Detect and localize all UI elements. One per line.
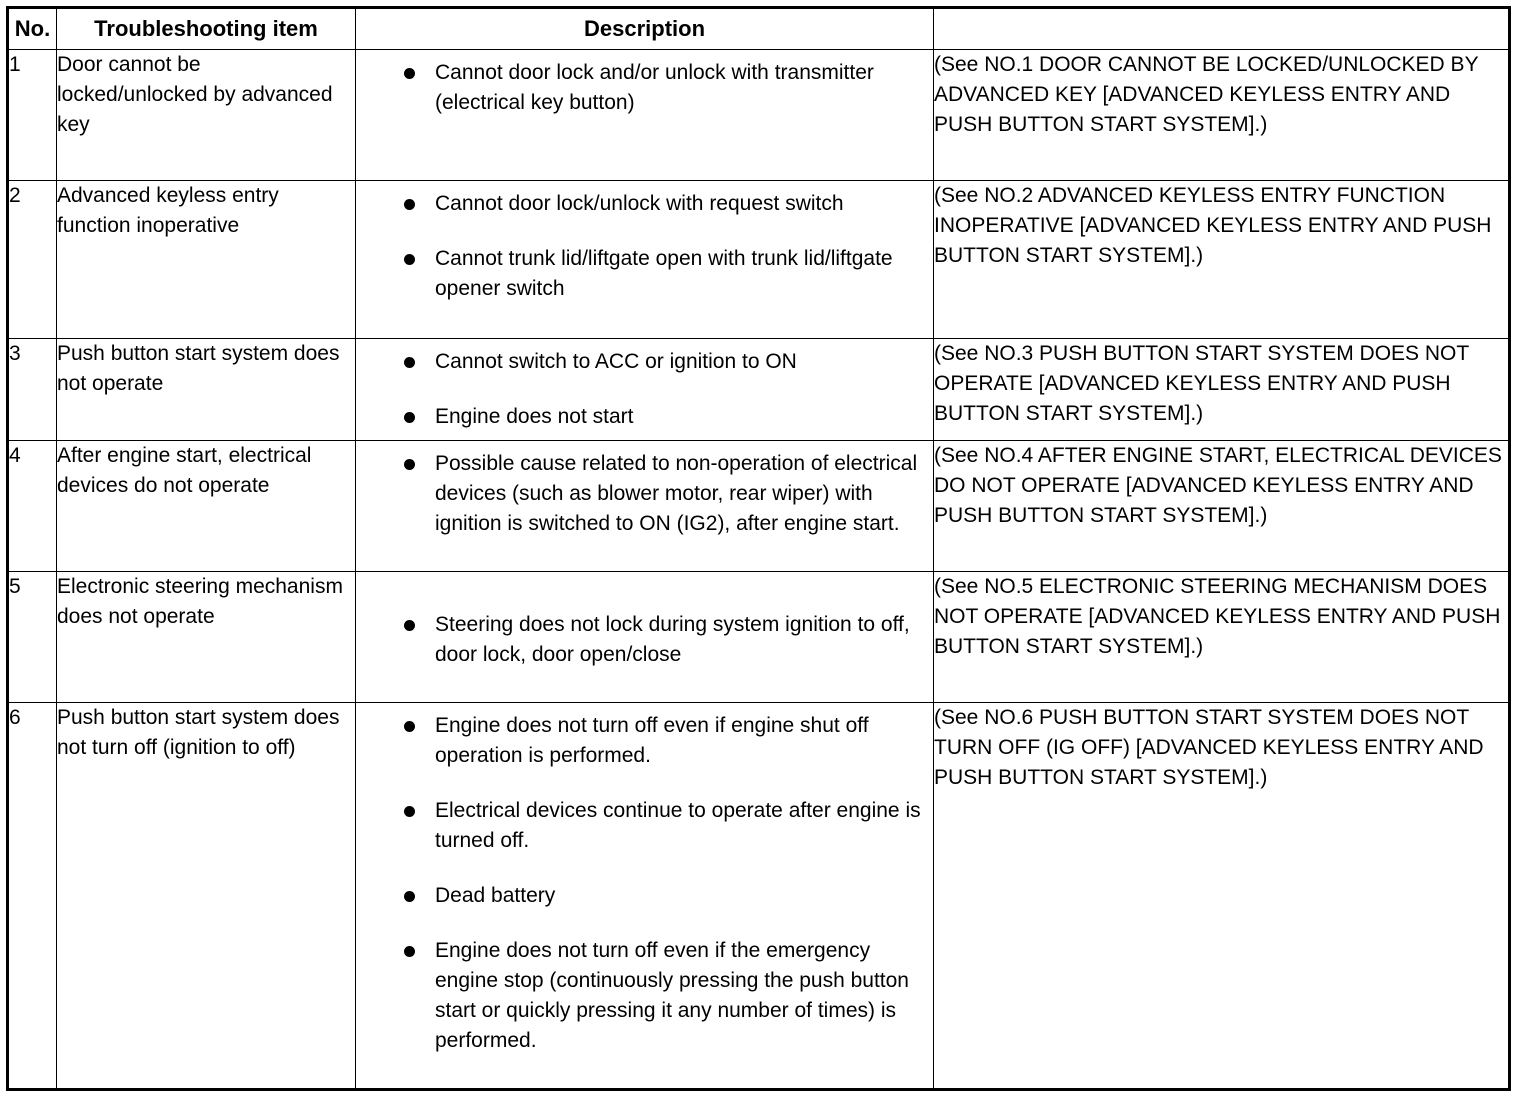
bullet-icon (404, 721, 415, 732)
description-text: Cannot door lock/unlock with request switch (435, 192, 844, 215)
description-item (356, 402, 927, 432)
header-no: No. (8, 8, 57, 50)
description-text: Engine does not turn off even if the emergency engine stop (continuously pressing the push button start or quickly pressing it any number of times) is performed. (435, 939, 909, 1052)
troubleshooting-item: Door cannot be locked/unlocked by advanced key (57, 50, 356, 181)
description-item (356, 58, 927, 118)
reference-cell: (See NO.2 ADVANCED KEYLESS ENTRY FUNCTION INOPERATIVE [ADVANCED KEYLESS ENTRY AND PUSH BUTTON START SYSTEM].) (934, 181, 1510, 339)
table-row (8, 703, 1510, 1090)
bullet-icon (404, 891, 415, 902)
bullet-icon (404, 459, 415, 470)
row-number: 6 (8, 703, 57, 1090)
description-text: Electrical devices continue to operate after engine is turned off. (435, 799, 921, 852)
row-number: 4 (8, 441, 57, 572)
description-text: Cannot door lock and/or unlock with transmitter (electrical key button) (435, 61, 874, 114)
description-text: Engine does not start (435, 405, 634, 428)
troubleshooting-item: Push button start system does not operate (57, 339, 356, 441)
description-cell (356, 441, 934, 572)
table-row (8, 441, 1510, 572)
description-item (356, 796, 927, 856)
troubleshooting-item: Push button start system does not turn off (ignition to off) (57, 703, 356, 1090)
troubleshooting-item: Electronic steering mechanism does not operate (57, 572, 356, 703)
bullet-icon (404, 68, 415, 79)
table-header-row (8, 8, 1510, 50)
troubleshooting-item: After engine start, electrical devices do not operate (57, 441, 356, 572)
bullet-icon (404, 946, 415, 957)
bullet-icon (404, 412, 415, 423)
description-item (356, 347, 927, 377)
description-item (356, 936, 927, 1056)
description-cell (356, 50, 934, 181)
table-row (8, 50, 1510, 181)
header-reference (934, 8, 1510, 50)
description-cell (356, 572, 934, 703)
row-number: 5 (8, 572, 57, 703)
description-text: Engine does not turn off even if engine shut off operation is performed. (435, 714, 869, 767)
description-text: Possible cause related to non-operation of electrical devices (such as blower motor, rear wiper) with ignition is switched to ON (IG2), after engine start. (435, 452, 918, 535)
row-number: 2 (8, 181, 57, 339)
description-text: Steering does not lock during system ignition to off, door lock, door open/close (435, 613, 910, 666)
table-row (8, 339, 1510, 441)
description-cell (356, 181, 934, 339)
bullet-icon (404, 620, 415, 631)
reference-cell: (See NO.4 AFTER ENGINE START, ELECTRICAL DEVICES DO NOT OPERATE [ADVANCED KEYLESS ENTRY AND PUSH BUTTON START SYSTEM].) (934, 441, 1510, 572)
reference-cell: (See NO.1 DOOR CANNOT BE LOCKED/UNLOCKED BY ADVANCED KEY [ADVANCED KEYLESS ENTRY AND PUSH BUTTON START SYSTEM].) (934, 50, 1510, 181)
description-item (356, 881, 927, 911)
reference-cell: (See NO.3 PUSH BUTTON START SYSTEM DOES NOT OPERATE [ADVANCED KEYLESS ENTRY AND PUSH BUTTON START SYSTEM].) (934, 339, 1510, 441)
description-text: Cannot switch to ACC or ignition to ON (435, 350, 797, 373)
bullet-icon (404, 199, 415, 210)
bullet-icon (404, 254, 415, 265)
row-number: 1 (8, 50, 57, 181)
description-item (356, 449, 927, 539)
header-troubleshooting-item: Troubleshooting item (57, 8, 356, 50)
bullet-icon (404, 357, 415, 368)
description-text: Dead battery (435, 884, 556, 907)
reference-cell: (See NO.6 PUSH BUTTON START SYSTEM DOES NOT TURN OFF (IG OFF) [ADVANCED KEYLESS ENTRY AND PUSH BUTTON START SYSTEM].) (934, 703, 1510, 1090)
troubleshooting-item: Advanced keyless entry function inoperative (57, 181, 356, 339)
table-row (8, 572, 1510, 703)
header-description: Description (356, 8, 934, 50)
bullet-icon (404, 806, 415, 817)
row-number: 3 (8, 339, 57, 441)
troubleshooting-table (6, 6, 1511, 1091)
description-cell (356, 703, 934, 1090)
description-text: Cannot trunk lid/liftgate open with trunk lid/liftgate opener switch (435, 247, 893, 300)
description-item (356, 244, 927, 304)
table-row (8, 181, 1510, 339)
description-item (356, 711, 927, 771)
description-item (356, 610, 927, 670)
description-item (356, 189, 927, 219)
description-cell (356, 339, 934, 441)
reference-cell: (See NO.5 ELECTRONIC STEERING MECHANISM DOES NOT OPERATE [ADVANCED KEYLESS ENTRY AND PUSH BUTTON START SYSTEM].) (934, 572, 1510, 703)
